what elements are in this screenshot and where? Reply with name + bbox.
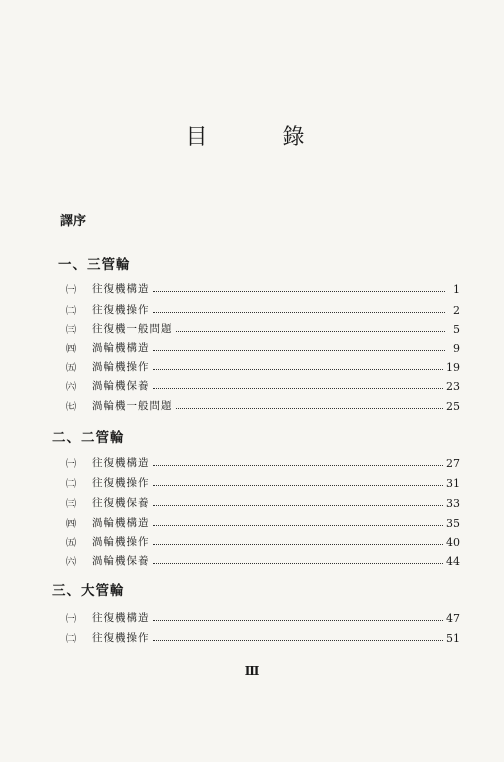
entry-label: 往復機操作 <box>92 632 150 644</box>
dot-leader <box>153 563 444 564</box>
entry-label: 渦輪機構造 <box>92 517 150 529</box>
entry-label: 渦輪機一般問題 <box>92 400 173 412</box>
entry-marker: ㈠ <box>66 614 76 625</box>
toc-entry <box>66 628 460 645</box>
entry-page-number: 51 <box>446 632 460 645</box>
entry-marker: ㈢ <box>66 499 76 510</box>
entry-page-number: 19 <box>446 361 460 374</box>
toc-entry <box>66 473 460 490</box>
section-heading-2: 二、二管輪 <box>52 430 125 446</box>
page-title: 目 錄 <box>185 125 339 150</box>
entry-page-number: 2 <box>453 304 460 317</box>
entry-page-number: 33 <box>446 497 460 510</box>
entry-marker: ㈡ <box>66 479 76 490</box>
toc-entry <box>66 453 460 470</box>
dot-leader <box>153 312 446 313</box>
entry-page-number: 5 <box>453 323 460 336</box>
entry-page-number: 1 <box>453 283 460 296</box>
entry-page-number: 27 <box>446 457 460 470</box>
dot-leader <box>153 369 444 370</box>
entry-page-number: 40 <box>446 536 460 549</box>
entry-marker: ㈡ <box>66 634 76 645</box>
toc-entry <box>66 532 460 549</box>
entry-page-number: 9 <box>453 342 460 355</box>
dot-leader <box>153 388 444 389</box>
entry-page-number: 35 <box>446 517 460 530</box>
dot-leader <box>153 291 446 292</box>
entry-label: 渦輪機構造 <box>92 342 150 354</box>
dot-leader <box>176 408 444 409</box>
entry-marker: ㈡ <box>66 306 76 317</box>
toc-entry <box>66 376 460 393</box>
entry-page-number: 25 <box>446 400 460 413</box>
dot-leader <box>153 620 444 621</box>
toc-entry <box>66 319 460 336</box>
dot-leader <box>153 350 446 351</box>
entry-label: 往復機構造 <box>92 283 150 295</box>
dot-leader <box>153 485 444 486</box>
entry-marker: ㈢ <box>66 325 76 336</box>
section-heading-1: 一、三管輪 <box>58 257 131 273</box>
toc-entry <box>66 279 460 296</box>
dot-leader <box>153 525 444 526</box>
dot-leader <box>153 505 444 506</box>
entry-marker: ㈣ <box>66 519 76 530</box>
entry-marker: ㈠ <box>66 285 76 296</box>
page-folio: Ⅲ <box>244 664 260 678</box>
entry-marker: ㈠ <box>66 459 76 470</box>
entry-label: 往復機操作 <box>92 477 150 489</box>
toc-entry <box>66 551 460 568</box>
entry-label: 渦輪機操作 <box>92 536 150 548</box>
entry-label: 往復機保養 <box>92 497 150 509</box>
section-heading-3: 三、大管輪 <box>52 583 125 599</box>
entry-page-number: 47 <box>446 612 460 625</box>
toc-entry <box>66 513 460 530</box>
dot-leader <box>176 331 446 332</box>
entry-page-number: 44 <box>446 555 460 568</box>
entry-marker: ㈥ <box>66 382 76 393</box>
entry-marker: ㈥ <box>66 557 76 568</box>
toc-entry <box>66 493 460 510</box>
dot-leader <box>153 640 444 641</box>
entry-marker: ㈦ <box>66 402 76 413</box>
entry-label: 往復機構造 <box>92 457 150 469</box>
entry-label: 渦輪機操作 <box>92 361 150 373</box>
toc-entry <box>66 300 460 317</box>
entry-page-number: 31 <box>446 477 460 490</box>
entry-page-number: 23 <box>446 380 460 393</box>
dot-leader <box>153 465 444 466</box>
entry-label: 渦輪機保養 <box>92 555 150 567</box>
entry-label: 往復機操作 <box>92 304 150 316</box>
dot-leader <box>153 544 444 545</box>
entry-marker: ㈤ <box>66 538 76 549</box>
toc-entry <box>66 357 460 374</box>
entry-label: 往復機構造 <box>92 612 150 624</box>
toc-entry <box>66 396 460 413</box>
entry-marker: ㈣ <box>66 344 76 355</box>
entry-label: 往復機一般問題 <box>92 323 173 335</box>
toc-entry <box>66 338 460 355</box>
entry-marker: ㈤ <box>66 363 76 374</box>
entry-label: 渦輪機保養 <box>92 380 150 392</box>
toc-entry <box>66 608 460 625</box>
preface-heading: 譯序 <box>60 214 87 229</box>
